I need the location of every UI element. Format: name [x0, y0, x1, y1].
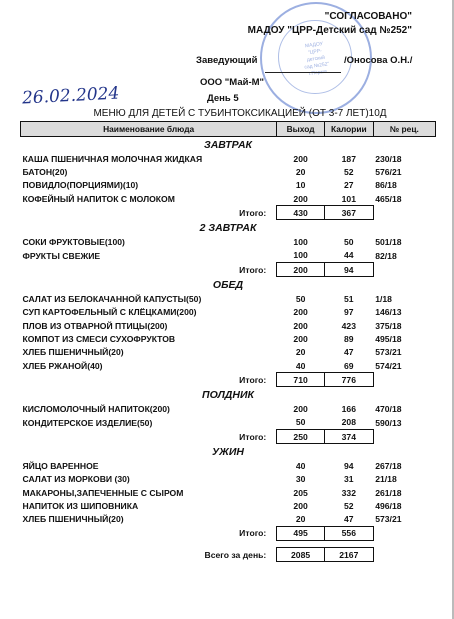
stamp-line: сад №252"	[304, 61, 330, 71]
section-total-row	[21, 526, 436, 540]
section-total-row	[21, 263, 436, 277]
menu-table	[20, 121, 436, 562]
dish-output: 200	[293, 193, 308, 204]
dish-output: 200	[293, 404, 308, 415]
table-row	[21, 473, 436, 486]
dish-calories: 166	[341, 404, 356, 415]
dish-recipe: 574/21	[375, 360, 402, 371]
section-total-row	[21, 430, 436, 444]
section-title: ОБЕД	[212, 278, 244, 291]
dish-name: ХЛЕБ ПШЕНИЧНЫЙ(20)	[22, 514, 124, 525]
dish-calories: 52	[344, 500, 354, 511]
menu-title: МЕНЮ ДЛЯ ДЕТЕЙ С ТУБИНТОКСИКАЦИЕЙ (ОТ 3-7 ЛЕТ)10Д	[93, 108, 387, 119]
dish-output: 50	[295, 417, 306, 428]
section-title: ПОЛДНИК	[202, 388, 254, 401]
section-total-row	[21, 206, 436, 220]
dish-name: СОКИ ФРУКТОВЫЕ(100)	[22, 237, 125, 248]
dish-calories: 27	[344, 180, 354, 191]
dish-recipe: 573/21	[375, 347, 402, 358]
approval-label: "СОГЛАСОВАНО"	[324, 11, 412, 22]
day-label: День 5	[207, 93, 239, 104]
dish-name: ПОВИДЛО(ПОРЦИЯМИ)(10)	[22, 180, 139, 191]
menu-body	[21, 137, 436, 562]
dish-name: ХЛЕБ ПШЕНИЧНЫЙ(20)	[22, 347, 124, 358]
stamp-line: детский	[306, 54, 326, 64]
dish-name: БАТОН(20)	[22, 166, 68, 177]
section-total-output: 200	[277, 263, 325, 277]
table-row	[21, 486, 436, 499]
dish-name: САЛАТ ИЗ МОРКОВИ (30)	[22, 474, 130, 485]
spacer-row	[21, 541, 436, 548]
section-title: 2 ЗАВТРАК	[199, 221, 257, 234]
dish-name: КОНДИТЕРСКОЕ ИЗДЕЛИЕ(50)	[22, 417, 153, 428]
stamp-text	[286, 38, 346, 80]
table-row	[21, 332, 436, 345]
table-row	[21, 165, 436, 178]
empty-cell	[373, 263, 435, 277]
dish-recipe: 501/18	[375, 237, 402, 248]
dish-name: ФРУКТЫ СВЕЖИЕ	[22, 250, 101, 261]
dish-name: ЯЙЦО ВАРЕННОЕ	[22, 460, 99, 471]
section-total-label: Итого:	[239, 264, 267, 275]
dish-calories: 101	[341, 193, 356, 204]
section-title-row	[21, 444, 436, 460]
dish-recipe: 470/18	[375, 404, 402, 415]
table-row	[21, 346, 436, 359]
dish-output: 40	[295, 360, 306, 371]
stamp-line: "ЦРР-	[307, 48, 323, 57]
dish-output: 10	[295, 180, 306, 191]
dish-calories: 89	[344, 333, 354, 344]
section-total-row	[21, 373, 436, 387]
empty-cell	[373, 373, 435, 387]
empty-cell	[373, 206, 435, 220]
stamp-line: г.Перми	[308, 68, 328, 78]
section-total-output: 710	[277, 373, 325, 387]
section-total-label: Итого:	[239, 431, 267, 442]
dish-calories: 97	[344, 307, 354, 318]
section-total-output: 495	[277, 526, 325, 540]
dish-recipe: 230/18	[375, 153, 402, 164]
grand-total-label: Всего за день:	[204, 549, 267, 560]
dish-output: 20	[295, 166, 306, 177]
organization-name: МАДОУ "ЦРР-Детский сад №252"	[247, 25, 412, 36]
section-total-output: 250	[277, 430, 325, 444]
dish-output: 40	[295, 460, 306, 471]
dish-calories: 332	[341, 487, 356, 498]
table-row	[21, 513, 436, 527]
dish-output: 200	[293, 333, 308, 344]
dish-recipe: 82/18	[375, 250, 397, 261]
dish-output: 20	[295, 514, 306, 525]
dish-output: 200	[293, 320, 308, 331]
section-total-label: Итого:	[239, 528, 267, 539]
dish-recipe: 1/18	[375, 294, 392, 305]
table-row	[21, 319, 436, 332]
column-header-recipe: № рец.	[373, 122, 435, 137]
dish-recipe: 576/21	[375, 166, 402, 177]
dish-recipe: 86/18	[375, 180, 397, 191]
dish-calories: 69	[344, 360, 354, 371]
dish-calories: 94	[344, 460, 354, 471]
section-total-output: 430	[277, 206, 325, 220]
grand-total-output: 2085	[277, 548, 325, 562]
spacer-cell	[21, 541, 436, 548]
dish-name: МАКАРОНЫ,ЗАПЕЧЕННЫЕ С СЫРОМ	[22, 487, 184, 498]
position-label: Заведующий	[196, 55, 258, 66]
dish-calories: 187	[341, 153, 356, 164]
empty-cell	[373, 548, 435, 562]
dish-recipe: 496/18	[375, 500, 402, 511]
section-total-label: Итого:	[239, 374, 267, 385]
empty-cell	[373, 526, 435, 540]
section-total-calories: 367	[324, 206, 373, 220]
supplier-name: ООО "Май-М"	[200, 77, 265, 88]
dish-output: 30	[295, 474, 306, 485]
grand-total-calories: 2167	[324, 548, 373, 562]
dish-calories: 50	[344, 237, 354, 248]
section-total-calories: 776	[324, 373, 373, 387]
column-header-calories: Калории	[324, 122, 373, 137]
dish-name: САЛАТ ИЗ БЕЛОКАЧАННОЙ КАПУСТЫ(50)	[22, 294, 202, 305]
dish-output: 50	[295, 294, 306, 305]
signer-name: /Оносова О.Н./	[344, 55, 413, 66]
dish-recipe: 146/13	[375, 307, 402, 318]
section-total-calories: 94	[324, 263, 373, 277]
table-row	[21, 179, 436, 192]
dish-recipe: 465/18	[375, 193, 402, 204]
dish-recipe: 375/18	[375, 320, 402, 331]
section-title-row	[21, 387, 436, 403]
dish-name: НАПИТОК ИЗ ШИПОВНИКА	[22, 500, 139, 511]
table-header-row	[21, 122, 436, 137]
dish-calories: 47	[344, 514, 354, 525]
section-title-row	[21, 277, 436, 293]
section-total-label: Итого:	[239, 207, 267, 218]
dish-name: КОФЕЙНЫЙ НАПИТОК С МОЛОКОМ	[22, 193, 175, 204]
dish-recipe: 261/18	[375, 487, 402, 498]
dish-name: СУП КАРТОФЕЛЬНЫЙ С КЛЁЦКАМИ(200)	[22, 307, 197, 318]
dish-recipe: 21/18	[375, 474, 397, 485]
dish-output: 200	[293, 500, 308, 511]
stamp-line: МАДОУ	[304, 40, 324, 50]
table-row	[21, 249, 436, 263]
table-row	[21, 459, 436, 472]
table-row	[21, 235, 436, 248]
dish-name: КИСЛОМОЛОЧНЫЙ НАПИТОК(200)	[22, 404, 170, 415]
dish-calories: 52	[344, 166, 354, 177]
dish-calories: 208	[341, 417, 356, 428]
table-row	[21, 499, 436, 512]
table-row	[21, 402, 436, 415]
dish-output: 200	[293, 307, 308, 318]
table-row	[21, 152, 436, 165]
section-title: ЗАВТРАК	[203, 138, 253, 151]
dish-output: 20	[295, 347, 306, 358]
dish-recipe: 495/18	[375, 333, 402, 344]
signature-line	[265, 72, 341, 73]
empty-cell	[373, 430, 435, 444]
column-header-name: Наименование блюда	[21, 122, 277, 137]
section-title-row	[21, 220, 436, 236]
dish-name: ХЛЕБ РЖАНОЙ(40)	[22, 360, 103, 371]
dish-output: 100	[293, 250, 308, 261]
table-row	[21, 416, 436, 430]
dish-calories: 31	[344, 474, 354, 485]
section-title: УЖИН	[212, 445, 244, 458]
section-total-calories: 374	[324, 430, 373, 444]
dish-output: 200	[293, 153, 308, 164]
column-header-output: Выход	[277, 122, 325, 137]
dish-output: 205	[293, 487, 308, 498]
handwritten-date: 26.02.2024	[21, 83, 120, 109]
dish-name: КОМПОТ ИЗ СМЕСИ СУХОФРУКТОВ	[22, 333, 176, 344]
grand-total-row	[21, 548, 436, 562]
table-row	[21, 192, 436, 206]
dish-name: ПЛОВ ИЗ ОТВАРНОЙ ПТИЦЫ(200)	[22, 320, 168, 331]
table-row	[21, 359, 436, 373]
section-title-row	[21, 137, 436, 153]
dish-calories: 51	[344, 294, 354, 305]
dish-calories: 47	[344, 347, 354, 358]
dish-output: 100	[293, 237, 308, 248]
dish-recipe: 573/21	[375, 514, 402, 525]
dish-calories: 44	[344, 250, 354, 261]
dish-name: КАША ПШЕНИЧНАЯ МОЛОЧНАЯ ЖИДКАЯ	[22, 153, 203, 164]
approval-block	[222, 10, 412, 38]
section-total-calories: 556	[324, 526, 373, 540]
dish-recipe: 590/13	[375, 417, 402, 428]
dish-calories: 423	[341, 320, 356, 331]
table-row	[21, 306, 436, 319]
dish-recipe: 267/18	[375, 460, 402, 471]
table-row	[21, 292, 436, 305]
